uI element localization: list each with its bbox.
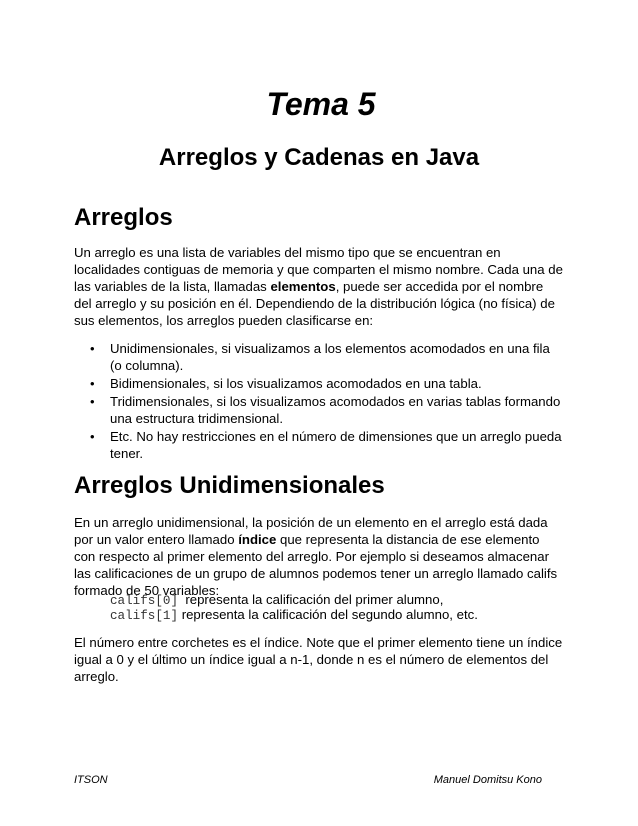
para-text: , puede ser accedida por el nombre del arreglo y su posición en él. Dependiendo de la distribución lógica (no física) de sus elementos, los arreglos pueden clasificarse en: [74,279,555,328]
code-description: representa la calificación del primer alumno, [178,592,444,607]
code-snippet: califs[1] [110,609,179,623]
para-text: En un arreglo unidimensional, la posición de un elemento en el arreglo está dada por un valor entero llamado [74,515,548,547]
footer-left: ITSON [74,774,108,786]
para-text: Un arreglo es una lista de variables del mismo tipo que se encuentran en localidades contiguas de memoria y que comparten el mismo nombre. Cada una de las variables de la lista, llamadas [74,245,563,294]
bullet-icon: • [90,341,95,356]
bold-term: índice [238,532,277,547]
list-item-text: Unidimensionales, si visualizamos a los elementos acomodados en una fila (o columna). [110,341,550,373]
code-snippet: califs[0] [110,594,179,608]
code-description: representa la calificación del segundo alumno, etc. [178,607,478,622]
bold-term: elementos [270,279,336,294]
section-heading-unidimensionales: Arreglos Unidimensionales [74,472,385,499]
para-text: que representa la distancia de ese elemento con respecto al primer elemento del arreglo. Por ejemplo si deseamos almacenar las calificaciones de un grupo de alumnos podemos tener un arreglo llamado califs formado de 50 variables: [74,532,558,598]
section-heading-arreglos: Arreglos [74,204,173,231]
code-example-line [110,606,478,625]
list-item-text: Bidimensionales, si los visualizamos acomodados en una tabla. [110,376,482,391]
list-item-text: Tridimensionales, si los visualizamos acomodados en varias tablas formando una estructura tridimensional. [110,394,561,426]
bullet-icon: • [90,429,95,444]
footer-right: Manuel Domitsu Kono [433,774,542,786]
bullet-icon: • [90,394,95,409]
list-item [74,393,564,427]
list-item [74,428,564,462]
list-item [74,340,564,374]
chapter-title: Arreglos y Cadenas en Java [158,144,480,171]
list-item [74,375,564,392]
paragraph-arreglos-intro [74,244,564,329]
bullet-icon: • [90,376,95,391]
paragraph-unidimensional [74,514,564,599]
paragraph-indice: El número entre corchetes es el índice. Note que el primer elemento tiene un índice igual a 0 y el último un índice igual a n-1, donde n es el número de elementos del arreglo. [74,635,563,684]
array-types-list [74,340,564,463]
list-item-text: Etc. No hay restricciones en el número de dimensiones que un arreglo pueda tener. [110,429,562,461]
chapter-number: Tema 5 [266,86,376,122]
